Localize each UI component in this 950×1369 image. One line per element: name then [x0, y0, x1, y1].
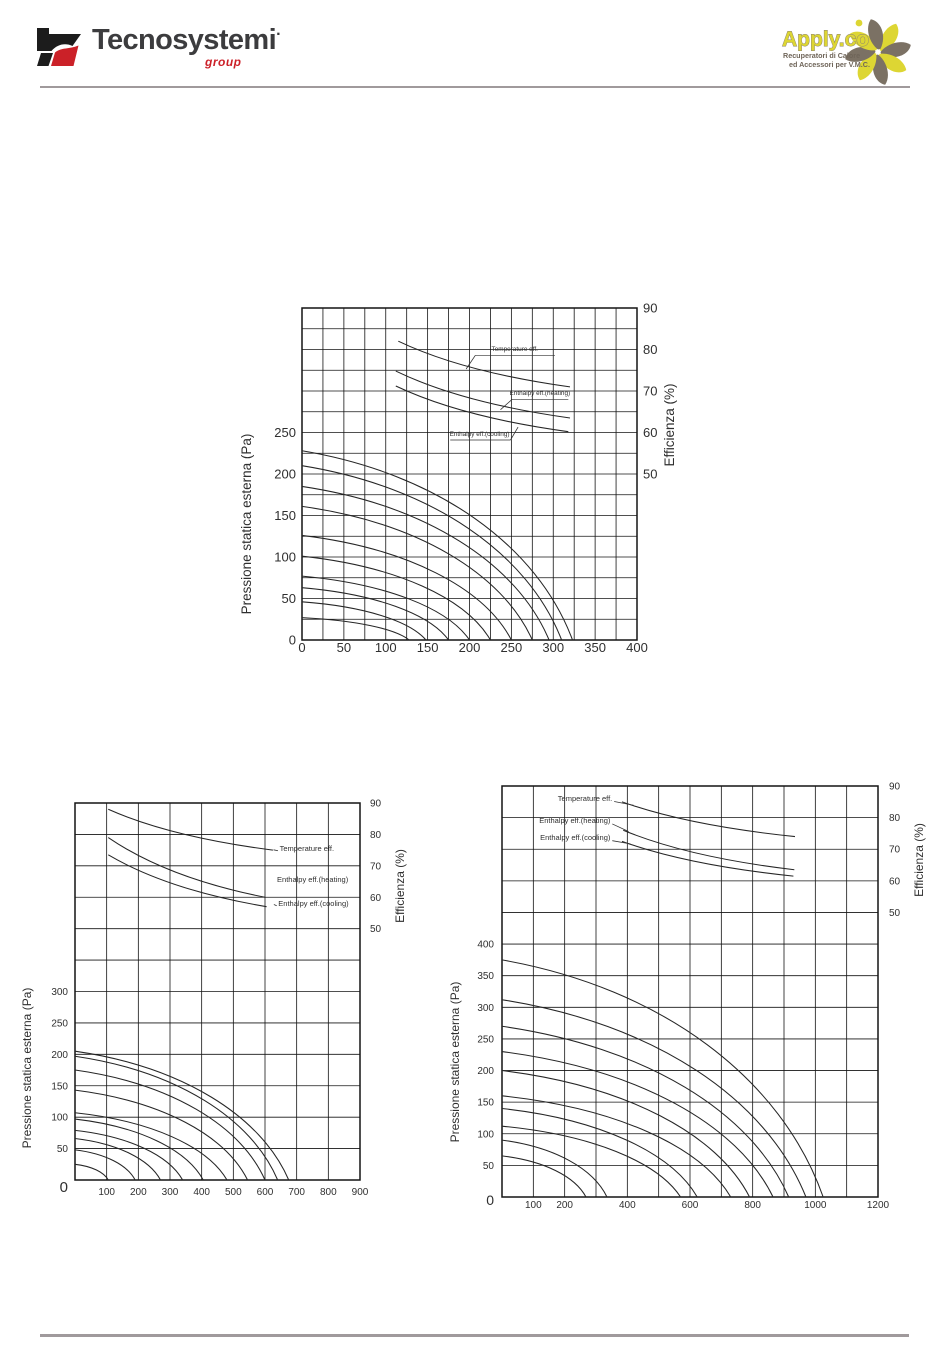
x-tick-label: 100	[98, 1187, 116, 1198]
fan-curve	[502, 1108, 697, 1197]
pressure-tick-label: 200	[477, 1066, 494, 1078]
pressure-tick-label: 100	[274, 549, 296, 565]
efficiency-axis-title: Efficienza (%)	[662, 383, 677, 467]
efficiency-tick-label: 60	[889, 876, 901, 888]
efficiency-tick-label: 90	[370, 798, 382, 810]
pressure-tick-label: 50	[56, 1144, 68, 1156]
efficiency-tick-label: 70	[643, 383, 658, 399]
x-tick-label: 900	[351, 1187, 369, 1198]
curve-label: Enthalpy eff.(heating)	[277, 875, 349, 885]
curve-labels	[274, 844, 350, 908]
efficiency-curves	[396, 341, 570, 431]
efficiency-tick-label: 60	[643, 425, 658, 441]
efficiency-tick-label: 50	[370, 924, 382, 936]
fan-curve	[75, 1164, 108, 1180]
efficiency-tick-label: 90	[889, 781, 901, 793]
x-tick-label: 400	[618, 1200, 636, 1211]
efficiency-tick-label: 70	[370, 861, 382, 873]
x-tick-label: 500	[224, 1187, 242, 1198]
fan-curve	[502, 1096, 731, 1197]
pressure-tick-label: 0	[288, 632, 296, 648]
x-tick-label: 0	[298, 640, 306, 655]
x-tick-label: 600	[256, 1187, 274, 1198]
fan-curve	[302, 618, 409, 640]
fan-curve	[75, 1119, 203, 1180]
fan-curve	[302, 556, 490, 640]
pressure-tick-label: 300	[51, 987, 68, 998]
curve-label: Temperature eff.	[557, 793, 613, 803]
fan-curve	[502, 1140, 607, 1197]
efficiency-tick-label: 80	[889, 813, 901, 825]
x-tick-label: 300	[161, 1187, 179, 1198]
applyco-logo	[770, 10, 915, 92]
efficiency-curves	[108, 809, 273, 906]
pressure-tick-label: 350	[477, 971, 494, 983]
pressure-axis-title: Pressione statica esterna (Pa)	[20, 987, 34, 1149]
fan-curve	[302, 466, 562, 640]
pressure-axis-title: Pressione statica esterna (Pa)	[239, 433, 254, 615]
axis-titles	[239, 383, 677, 614]
efficiency-tick-label: 50	[889, 907, 901, 919]
grid	[302, 308, 637, 640]
pressure-tick-label: 250	[274, 425, 296, 441]
curve-label: Temperature eff.	[491, 346, 538, 354]
tecnosystemi-logo	[36, 22, 336, 80]
efficiency-tick-label: 70	[889, 844, 901, 856]
curve-label: Enthalpy eff.(heating)	[509, 390, 571, 398]
curve-labels	[450, 346, 571, 440]
pressure-tick-label: 100	[477, 1129, 494, 1141]
footer-divider	[40, 1334, 909, 1337]
x-tick-label: 250	[500, 640, 523, 655]
efficiency-curve	[108, 855, 266, 907]
brand-group-label: group	[205, 55, 242, 69]
pressure-tick-label: 50	[482, 1160, 494, 1172]
fan-curve	[502, 1026, 789, 1197]
x-tick-label: 200	[129, 1187, 147, 1198]
applyco-tagline-1: Recuperatori di Calore	[783, 51, 861, 60]
x-tick-label: 400	[193, 1187, 211, 1198]
axis-ticks	[274, 301, 657, 655]
fan-curve	[302, 602, 426, 640]
efficiency-tick-label: 90	[643, 300, 658, 316]
fan-curve	[502, 1052, 773, 1197]
curve-label: Enthalpy eff.(cooling)	[540, 833, 611, 843]
axis-ticks	[477, 782, 900, 1212]
performance-chart-large	[440, 770, 950, 1222]
axis-titles	[20, 849, 407, 1148]
pressure-axis-title: Pressione statica esterna (Pa)	[448, 981, 462, 1143]
x-tick-label: 300	[542, 640, 565, 655]
efficiency-tick-label: 80	[643, 342, 658, 358]
fan-curve	[502, 1126, 681, 1197]
efficiency-tick-label: 80	[370, 829, 382, 841]
efficiency-curve	[622, 841, 793, 876]
performance-chart-medium	[15, 778, 440, 1210]
pressure-tick-label: 200	[51, 1049, 68, 1061]
pressure-tick-label: 250	[51, 1018, 68, 1030]
x-tick-label: 600	[681, 1200, 699, 1211]
brand-name: Tecnosystemi·	[92, 24, 281, 56]
fan-curve	[75, 1130, 183, 1180]
pressure-tick-label: 50	[281, 591, 296, 607]
pressure-tick-label: 250	[477, 1034, 494, 1046]
pressure-tick-label: 400	[477, 939, 494, 951]
origin-zero-label: 0	[59, 1179, 68, 1196]
curve-label: Enthalpy eff.(heating)	[539, 815, 611, 825]
x-tick-label: 800	[744, 1200, 762, 1211]
x-tick-label: 1200	[866, 1200, 890, 1211]
applyco-tagline-2: ed Accessori per V.M.C.	[789, 60, 870, 69]
curve-label: Enthalpy eff.(cooling)	[278, 899, 349, 909]
header-divider	[40, 86, 910, 88]
grid	[502, 786, 878, 1197]
curve-labels	[539, 794, 633, 844]
brand-trademark: ·	[276, 26, 281, 43]
x-tick-label: 200	[556, 1200, 574, 1211]
efficiency-tick-label: 50	[643, 466, 658, 482]
efficiency-curves	[622, 802, 795, 876]
x-tick-label: 700	[288, 1187, 306, 1198]
fan-curve	[75, 1139, 161, 1180]
axis-ticks	[51, 799, 381, 1199]
pressure-tick-label: 150	[477, 1097, 494, 1109]
efficiency-axis-title: Efficienza (%)	[912, 823, 926, 897]
curve-label: Temperature eff.	[279, 844, 335, 854]
x-tick-label: 50	[336, 640, 352, 655]
axis-titles	[448, 823, 926, 1142]
x-tick-label: 400	[626, 640, 648, 655]
x-tick-label: 200	[458, 640, 481, 655]
pressure-tick-label: 300	[477, 1002, 494, 1014]
x-tick-label: 100	[524, 1200, 542, 1211]
efficiency-curve	[108, 809, 273, 850]
pressure-tick-label: 100	[51, 1112, 68, 1124]
x-tick-label: 150	[416, 640, 439, 655]
tecnosystemi-logo-mark	[36, 28, 84, 68]
efficiency-tick-label: 60	[370, 892, 382, 904]
fan-curve	[302, 486, 549, 640]
origin-zero-label: 0	[486, 1192, 494, 1208]
x-tick-label: 100	[374, 640, 397, 655]
pressure-tick-label: 200	[274, 466, 296, 482]
applyco-wordmark: Apply.co	[782, 28, 870, 51]
x-tick-label: 1000	[804, 1200, 827, 1211]
curve-label: Enthalpy eff.(cooling)	[449, 431, 510, 439]
fan-curves	[502, 960, 823, 1197]
fan-curve	[502, 1156, 586, 1197]
efficiency-axis-title: Efficienza (%)	[393, 849, 407, 923]
efficiency-curve	[622, 802, 795, 837]
x-tick-label: 800	[319, 1187, 337, 1198]
x-tick-label: 350	[584, 640, 606, 655]
efficiency-curve	[398, 341, 570, 387]
pressure-tick-label: 150	[274, 508, 296, 524]
performance-chart-small	[230, 290, 700, 668]
pressure-tick-label: 150	[51, 1081, 68, 1093]
